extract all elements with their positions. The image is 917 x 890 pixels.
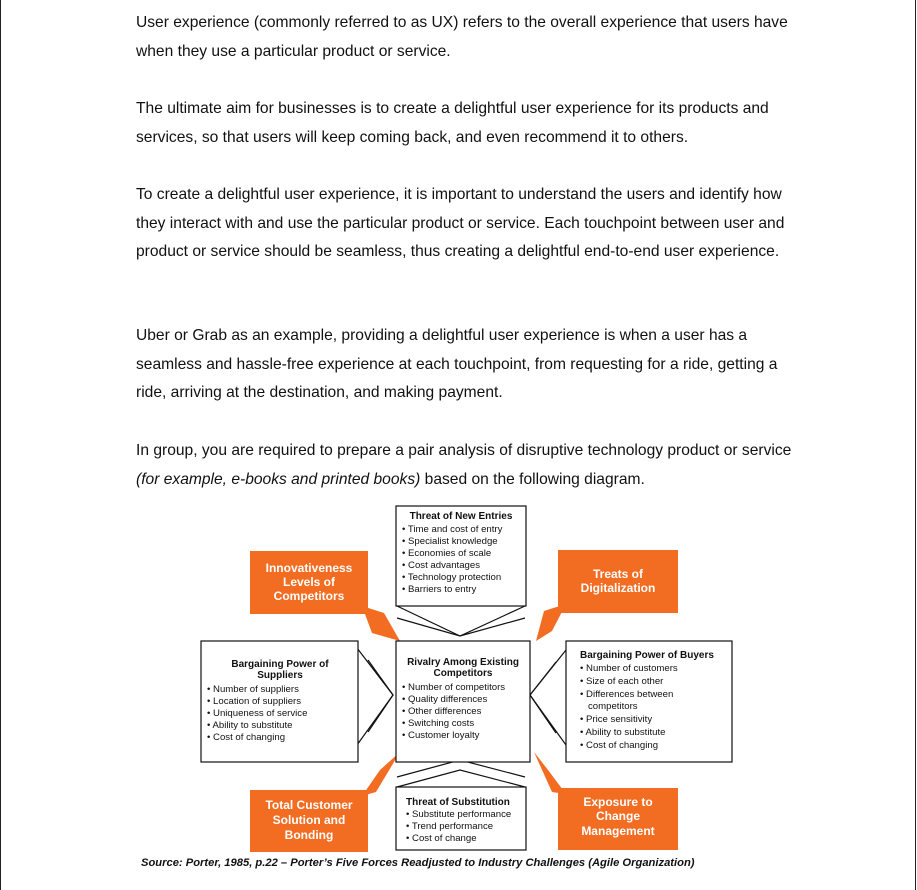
paragraph-ultimate-aim: The ultimate aim for businesses is to create a delightful user experience for its products and services, so that users will keep coming back, and even recommend it to others. bbox=[136, 100, 769, 146]
total-customer-line-2: Solution and bbox=[272, 813, 346, 827]
arrow-left-right bbox=[357, 648, 393, 745]
arrow-top-down bbox=[397, 606, 525, 636]
substitution-title: Threat of Substitution bbox=[406, 797, 510, 808]
buyers-box bbox=[566, 641, 732, 762]
new-entries-item: • Technology protection bbox=[402, 572, 502, 583]
new-entries-item: • Time and cost of entry bbox=[402, 524, 503, 535]
suppliers-item: • Cost of changing bbox=[207, 732, 286, 743]
new-entries-item: • Barriers to entry bbox=[402, 584, 477, 595]
total-customer-line-1: Total Customer bbox=[265, 798, 353, 812]
suppliers-item: • Ability to substitute bbox=[207, 720, 293, 731]
suppliers-title-2: Suppliers bbox=[257, 670, 303, 681]
innovativeness-line-1: Innovativeness bbox=[265, 561, 353, 575]
rivalry-item: • Customer loyalty bbox=[402, 730, 480, 741]
innovativeness-line-2: Levels of bbox=[282, 575, 336, 589]
innovativeness-line-3: Competitors bbox=[273, 589, 345, 603]
new-entries-item: • Specialist knowledge bbox=[402, 536, 498, 547]
suppliers-item: • Number of suppliers bbox=[207, 684, 299, 695]
digitalization-line-1: Treats of bbox=[592, 567, 644, 581]
task-text-end: based on the following diagram. bbox=[420, 470, 645, 488]
rivalry-item: • Number of competitors bbox=[402, 682, 506, 693]
suppliers-title-1: Bargaining Power of bbox=[231, 659, 329, 670]
suppliers-item: • Uniqueness of service bbox=[207, 708, 308, 719]
buyers-item-continued: competitors bbox=[588, 701, 638, 712]
new-entries-item: • Cost advantages bbox=[402, 560, 481, 571]
substitution-box bbox=[396, 787, 526, 850]
innovativeness-callout bbox=[250, 551, 400, 641]
paragraph-touchpoints: To create a delightful user experience, it is important to understand the users and identify how they interact with and use the particular product or service. Each touchpoint between user and product or service should be seamless, thus creating a delightful end-to-end user experience. bbox=[136, 186, 785, 260]
exposure-callout bbox=[534, 752, 678, 850]
new-entries-item: • Economies of scale bbox=[402, 548, 492, 559]
rivalry-item: • Quality differences bbox=[402, 694, 488, 705]
rivalry-title-2: Competitors bbox=[433, 668, 493, 679]
total-customer-line-3: Bonding bbox=[284, 828, 334, 842]
buyers-item: • Size of each other bbox=[580, 676, 664, 687]
paragraph-uber-grab: Uber or Grab as an example, providing a delightful user experience is when a user has a seamless and hassle-free experience at each touchpoint, from requesting for a ride, getting a ride, arriving at the destination, and making payment. bbox=[136, 327, 778, 401]
buyers-title: Bargaining Power of Buyers bbox=[580, 650, 714, 661]
substitution-item: • Trend performance bbox=[406, 821, 494, 832]
buyers-item: • Ability to substitute bbox=[580, 727, 666, 738]
paragraph-ux-definition: User experience (commonly referred to as UX) refers to the overall experience that users have when they use a particular product or service. bbox=[136, 14, 788, 60]
new-entries-box bbox=[396, 506, 526, 606]
digitalization-line-2: Digitalization bbox=[580, 581, 656, 595]
arrow-right-left bbox=[530, 650, 566, 745]
substitution-item: • Cost of change bbox=[406, 833, 477, 844]
new-entries-title: Threat of New Entries bbox=[409, 511, 513, 522]
rivalry-title-1: Rivalry Among Existing bbox=[407, 657, 519, 668]
rivalry-item: • Switching costs bbox=[402, 718, 475, 729]
total-customer-callout bbox=[250, 752, 400, 852]
rivalry-item: • Other differences bbox=[402, 706, 482, 717]
suppliers-box bbox=[201, 641, 358, 762]
suppliers-item: • Location of suppliers bbox=[207, 696, 302, 707]
task-text-start: In group, you are required to prepare a pair analysis of disruptive technology product or service bbox=[136, 442, 792, 459]
buyers-item: • Price sensitivity bbox=[580, 714, 653, 725]
task-text-example: (for example, e-books and printed books) bbox=[136, 470, 421, 488]
buyers-item: • Cost of changing bbox=[580, 740, 659, 751]
digitalization-callout bbox=[536, 550, 678, 641]
buyers-item: • Differences between bbox=[580, 689, 674, 700]
substitution-item: • Substitute performance bbox=[406, 809, 512, 820]
exposure-line-1: Exposure to bbox=[583, 795, 653, 809]
exposure-line-3: Management bbox=[581, 824, 655, 838]
exposure-line-2: Change bbox=[595, 809, 641, 823]
diagram-source-caption: Source: Porter, 1985, p.22 – Porter’s Five Forces Readjusted to Industry Challenges (Agile Organization) bbox=[141, 857, 695, 869]
rivalry-box bbox=[396, 641, 530, 762]
buyers-item: • Number of customers bbox=[580, 663, 678, 674]
